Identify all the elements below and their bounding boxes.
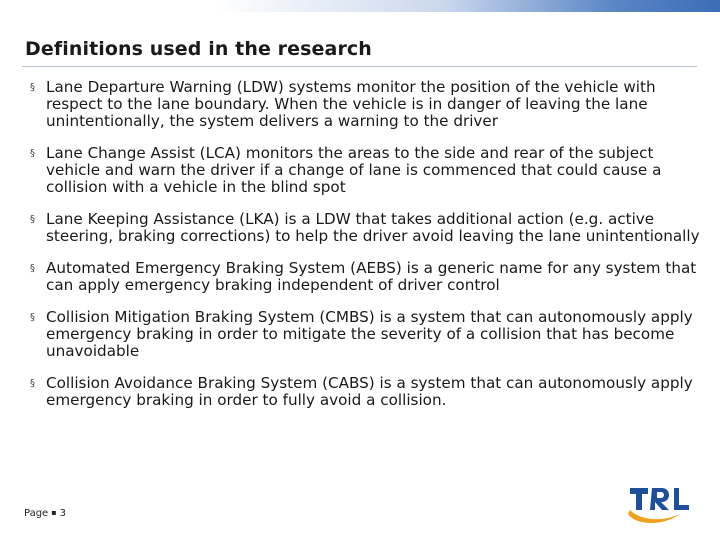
square-bullet-icon: § <box>30 214 35 225</box>
square-bullet-icon: § <box>30 148 35 159</box>
bullet-cabs <box>30 375 702 409</box>
header-gradient-bar <box>0 0 720 12</box>
square-bullet-icon: § <box>30 82 35 93</box>
bullet-text: Collision Avoidance Braking System (CABS) is a system that can autonomously apply emergency braking in order to fully avoid a collision. <box>46 374 693 409</box>
bullet-text: Lane Departure Warning (LDW) systems monitor the position of the vehicle with respect to the lane boundary. When the vehicle is in danger of leaving the lane unintentionally, the system delivers a warning to the driver <box>46 78 656 130</box>
bullet-text: Automated Emergency Braking System (AEBS) is a generic name for any system that can apply emergency braking independent of driver control <box>46 259 697 294</box>
logo-letter-l <box>674 488 689 510</box>
page-label: Page <box>24 508 49 519</box>
title-divider <box>22 66 697 67</box>
square-bullet-icon: § <box>30 312 35 323</box>
page-number: 3 <box>59 508 67 519</box>
footer-separator: ▪ <box>51 508 57 517</box>
logo-letter-t-stem <box>636 488 642 510</box>
bullet-text: Lane Keeping Assistance (LKA) is a LDW that takes additional action (e.g. active steering, braking corrections) to help the driver avoid leaving the lane unintentionally <box>46 210 700 245</box>
bullet-text: Collision Mitigation Braking System (CMBS) is a system that can autonomously apply emergency braking in order to mitigate the severity of a collision that has become unavoidable <box>46 308 693 360</box>
bullet-aebs <box>30 260 702 294</box>
square-bullet-icon: § <box>30 378 35 389</box>
bullet-lka <box>30 211 702 245</box>
bullet-text: Lane Change Assist (LCA) monitors the areas to the side and rear of the subject vehicle and warn the driver if a change of lane is commenced that could cause a collision with a vehicle in the blind spot <box>46 144 662 196</box>
slide-title: Definitions used in the research <box>25 38 372 60</box>
bullet-lca <box>30 145 702 196</box>
square-bullet-icon: § <box>30 263 35 274</box>
bullet-ldw <box>30 79 702 130</box>
logo-letter-r <box>650 488 669 510</box>
definitions-list <box>30 79 702 424</box>
logo-swoosh <box>628 510 680 523</box>
bullet-cmbs <box>30 309 702 360</box>
page-footer <box>24 508 66 519</box>
trl-logo <box>620 480 700 526</box>
